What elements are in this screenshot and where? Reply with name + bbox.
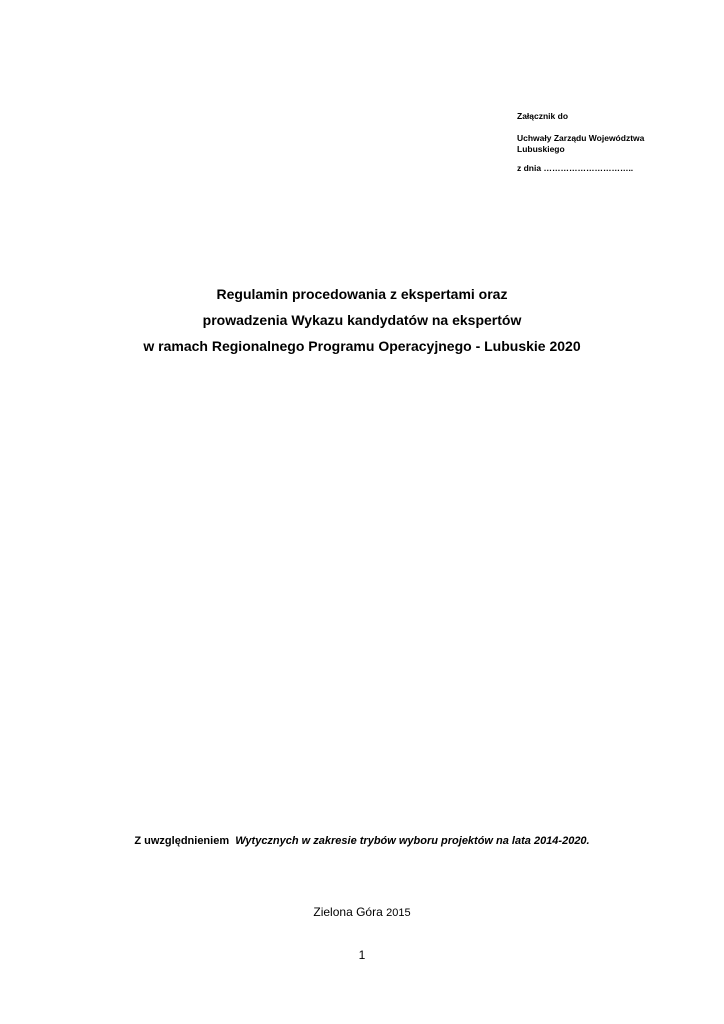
guidelines-prefix: Z uwzględnieniem (134, 835, 230, 847)
annex-line-1: Załącznik do (517, 111, 569, 121)
place-city: Zielona Góra (313, 905, 383, 919)
annex-line-2a: Uchwały Zarządu Województwa (517, 133, 645, 143)
guidelines-italic: Wytycznych w zakresie trybów wyboru projektów na lata 2014-2020. (235, 835, 590, 847)
annex-note (517, 111, 697, 174)
document-title (0, 281, 724, 359)
title-line-1: Regulamin procedowania z ekspertami oraz (216, 286, 508, 302)
title-line-3: w ramach Regionalnego Programu Operacyjnego - Lubuskie 2020 (143, 338, 581, 354)
annex-line-2b: Lubuskiego (517, 144, 565, 154)
annex-line-3: z dnia ………………………….. (517, 163, 634, 173)
place-year: 2015 (386, 907, 411, 919)
title-line-2: prowadzenia Wykazu kandydatów na ekspertów (202, 312, 522, 328)
place-and-year (0, 905, 724, 919)
page-number: 1 (358, 948, 366, 962)
guidelines-note (0, 835, 724, 847)
